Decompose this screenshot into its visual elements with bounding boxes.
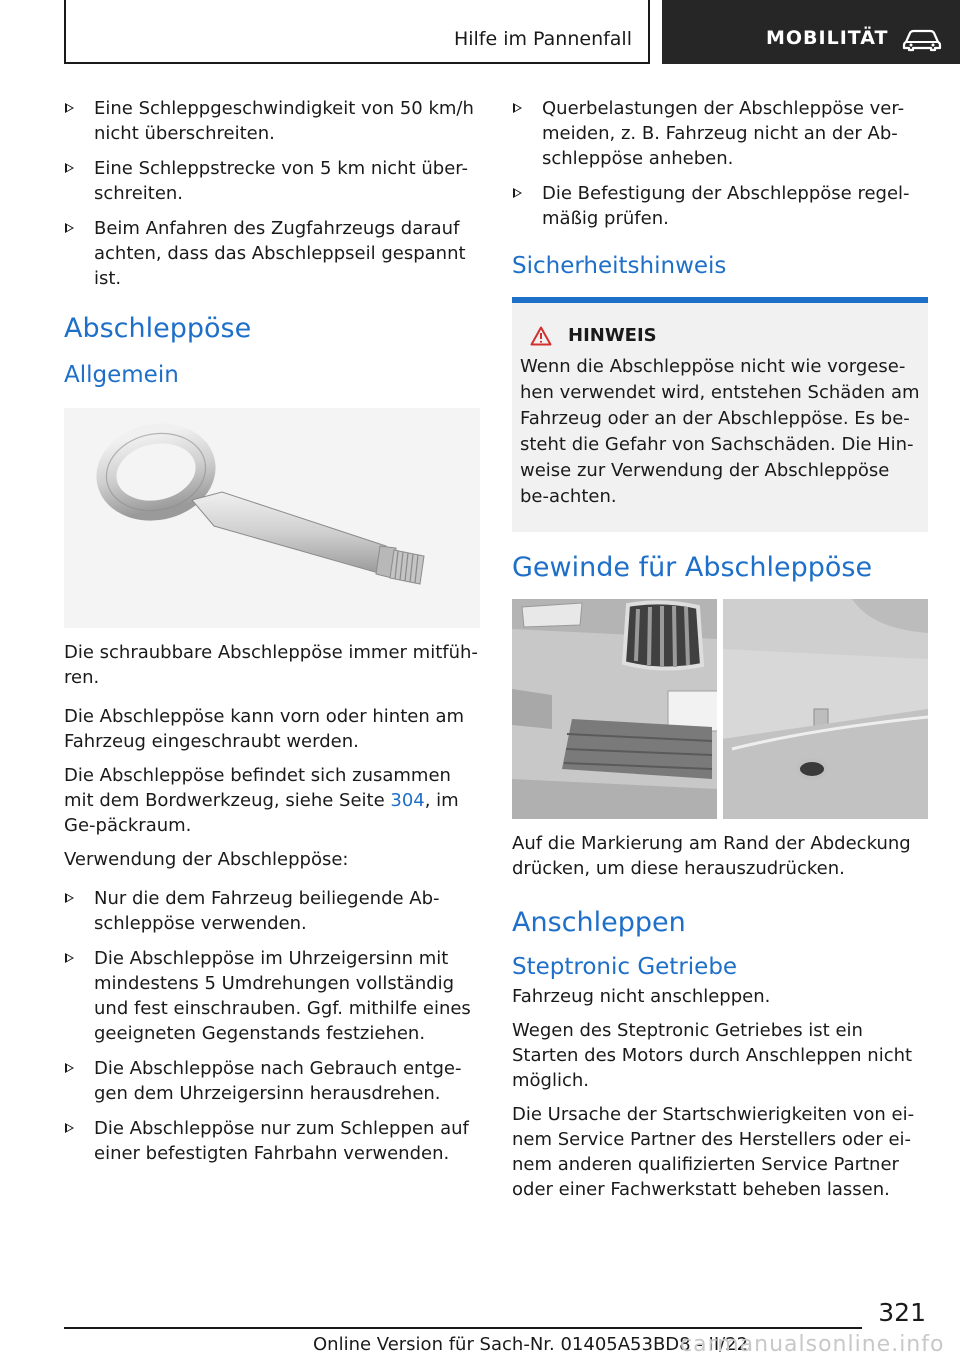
list-item: Die Abschleppöse nur zum Schleppen auf einer befestigten Fahrbahn verwenden. xyxy=(64,1116,480,1166)
notice-title: HINWEIS xyxy=(568,325,657,346)
heading-tow-start: Anschleppen xyxy=(512,907,686,938)
list-item: Die Befestigung der Abschleppöse regel-mäßig prüfen. xyxy=(512,181,928,231)
right-column xyxy=(512,96,928,1211)
paragraph: Die Abschleppöse befindet sich zusammen mit dem Bordwerkzeug, siehe Seite 304, im Ge-päckraum. xyxy=(64,765,459,836)
bullet-triangle-icon xyxy=(65,163,74,173)
paragraph: Die Ursache der Startschwierigkeiten von ei-nem Service Partner des Herstellers oder ei-nem anderen qualifizierten Service Partner oder einer Fachwerkstatt beheben lassen. xyxy=(512,1104,915,1200)
notice-text: Wenn die Abschleppöse nicht wie vorgese-hen verwendet wird, entstehen Schäden am Fahrzeug oder an der Abschleppöse. Es be-steht die Gefahr von Sachschäden. Die Hin-weise zur Verwendung der Abschleppöse be-achten. xyxy=(520,356,920,507)
list-item: Die Abschleppöse im Uhrzeigersinn mit mindestens 5 Umdrehungen vollständig und fest einschrauben. Ggf. mithilfe eines geeigneten Gegenstands festziehen. xyxy=(64,946,480,1046)
warning-icon xyxy=(530,326,552,346)
list-item: Beim Anfahren des Zugfahrzeugs darauf achten, dass das Abschleppseil gespannt ist. xyxy=(64,216,480,291)
notice-header xyxy=(520,325,920,346)
heading-thread: Gewinde für Abschleppöse xyxy=(512,552,873,583)
notice-box xyxy=(512,297,928,532)
list-item: Die Abschleppöse nach Gebrauch entge-gen dem Uhrzeigersinn herausdrehen. xyxy=(64,1056,480,1106)
bullet-triangle-icon xyxy=(65,103,74,113)
footer-divider xyxy=(64,1327,862,1329)
paragraph: Die Abschleppöse kann vorn oder hinten am Fahrzeug eingeschraubt werden. xyxy=(64,706,465,752)
section-title: Hilfe im Pannenfall xyxy=(453,28,632,50)
paragraph: Wegen des Steptronic Getriebes ist ein Starten des Motors durch Anschleppen nicht möglich. xyxy=(512,1020,913,1091)
list-item: Querbelastungen der Abschleppöse ver-meiden, z. B. Fahrzeug nicht an der Ab-schleppöse anheben. xyxy=(512,96,928,171)
bumper-image xyxy=(512,599,928,819)
bullet-list xyxy=(64,886,480,1166)
heading-tow-eye: Abschleppöse xyxy=(64,313,252,344)
bullet-triangle-icon xyxy=(65,893,74,903)
paragraph: Verwendung der Abschleppöse: xyxy=(64,849,349,870)
bullet-triangle-icon xyxy=(65,1063,74,1073)
footer-version-text: Online Version für Sach-Nr. 01405A53BD8 - II/22 xyxy=(313,1334,749,1355)
chapter-title: MOBILITÄT xyxy=(766,27,889,49)
paragraph: Auf die Markierung am Rand der Abdeckung drücken, um diese herauszudrücken. xyxy=(512,833,911,879)
bullet-triangle-icon xyxy=(65,223,74,233)
bullet-triangle-icon xyxy=(513,103,522,113)
paragraph: Die schraubbare Abschleppöse immer mitfüh-ren. xyxy=(64,642,478,688)
tow-eye-image xyxy=(64,408,480,628)
header-chapter-box xyxy=(662,0,960,64)
bullet-triangle-icon xyxy=(65,1123,74,1133)
bullet-triangle-icon xyxy=(65,953,74,963)
bumper-thread-illustration xyxy=(512,599,928,819)
subheading-general: Allgemein xyxy=(64,362,179,388)
tow-eye-illustration xyxy=(64,408,480,628)
car-icon xyxy=(902,28,942,52)
page-number: 321 xyxy=(878,1298,926,1327)
page-reference-link[interactable]: 304 xyxy=(390,790,425,811)
bullet-triangle-icon xyxy=(513,188,522,198)
header-section-box xyxy=(64,0,650,64)
notice-content xyxy=(512,303,928,532)
list-item: Nur die dem Fahrzeug beiliegende Ab-schleppöse verwenden. xyxy=(64,886,480,936)
heading-safety-notice: Sicherheitshinweis xyxy=(512,253,727,279)
watermark: carmanualsonline.info xyxy=(680,1332,945,1357)
list-item: Eine Schleppstrecke von 5 km nicht über-schreiten. xyxy=(64,156,480,206)
bullet-list xyxy=(64,96,480,291)
paragraph: Fahrzeug nicht anschleppen. xyxy=(512,986,771,1007)
subheading-steptronic: Steptronic Getriebe xyxy=(512,954,738,980)
left-column xyxy=(64,96,480,1176)
list-item: Eine Schleppgeschwindigkeit von 50 km/h nicht überschreiten. xyxy=(64,96,480,146)
bullet-list xyxy=(512,96,928,231)
